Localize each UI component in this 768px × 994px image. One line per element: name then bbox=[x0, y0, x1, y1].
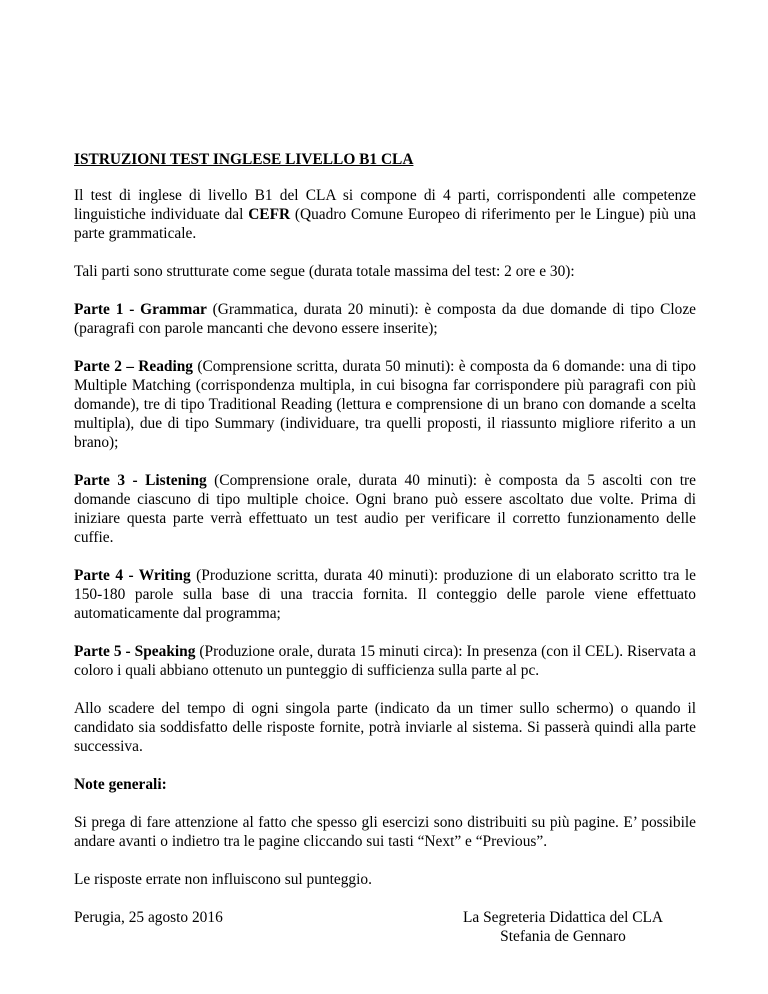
signature-block bbox=[438, 908, 688, 946]
signatory-name: Stefania de Gennaro bbox=[500, 928, 626, 945]
part-2-paragraph bbox=[74, 357, 696, 452]
place-date: Perugia, 25 agosto 2016 bbox=[74, 909, 223, 926]
notes-heading: Note generali: bbox=[74, 776, 167, 793]
intro-text-pre: Il test di inglese di livello B1 del CLA si compone di 4 parti, corrispondenti alle competenze linguistiche individuate dal bbox=[74, 187, 696, 223]
part-1-heading: Parte 1 - Grammar bbox=[74, 301, 207, 318]
part-4-heading: Parte 4 - Writing bbox=[74, 567, 191, 584]
structure-paragraph: Tali parti sono strutturate come segue (durata totale massima del test: 2 ore e 30): bbox=[74, 263, 575, 280]
intro-text-post: (Quadro Comune Europeo di riferimento per le Lingue) più una parte grammaticale. bbox=[74, 206, 696, 242]
part-1-text: (Grammatica, durata 20 minuti): è composta da due domande di tipo Cloze (paragrafi con parole mancanti che devono essere inserite); bbox=[74, 301, 696, 337]
part-3-text: (Comprensione orale, durata 40 minuti): è composta da 5 ascolti con tre domande ciascuno di tipo multiple choice. Ogni brano può essere ascoltato due volte. Prima di iniziare questa parte verrà effettuato un test audio per verificare il corretto funzionamento delle cuffie. bbox=[74, 472, 696, 546]
document-title: ISTRUZIONI TEST INGLESE LIVELLO B1 CLA bbox=[74, 151, 414, 168]
part-5-text: (Produzione orale, durata 15 minuti circa): In presenza (con il CEL). Riservata a coloro i quali abbiano ottenuto un punteggio di sufficienza sulla parte al pc. bbox=[74, 643, 696, 679]
part-2-text: (Comprensione scritta, durata 50 minuti): è composta da 6 domande: una di tipo Multiple Matching (corrispondenza multipla, in cui bisogna far corrispondere più paragrafi con più domande), tre di tipo Traditional Reading (lettura e comprensione di un brano con domande a scelta multipla), due di tipo Summary (individuare, tra quelli proposti, il riassunto migliore riferito a un brano); bbox=[74, 358, 696, 451]
note-pages-paragraph: Si prega di fare attenzione al fatto che spesso gli esercizi sono distribuiti su più pagine. E’ possibile andare avanti o indietro tra le pagine cliccando sui tasti “Next” e “Previous”. bbox=[74, 814, 696, 850]
part-3-heading: Parte 3 - Listening bbox=[74, 472, 207, 489]
office-name: La Segreteria Didattica del CLA bbox=[463, 909, 663, 926]
part-2-heading: Parte 2 – Reading bbox=[74, 358, 194, 375]
intro-paragraph bbox=[74, 186, 696, 243]
document-page bbox=[74, 150, 696, 946]
timer-paragraph: Allo scadere del tempo di ogni singola parte (indicato da un timer sullo schermo) o quando il candidato sia soddisfatto delle risposte fornite, potrà inviarle al sistema. Si passerà quindi alla parte successiva. bbox=[74, 700, 696, 755]
part-4-text: (Produzione scritta, durata 40 minuti): produzione di un elaborato scritto tra le 150-180 parole sulla base di una traccia fornita. Il conteggio delle parole viene effettuato automaticamente dal programma; bbox=[74, 567, 696, 622]
part-5-heading: Parte 5 - Speaking bbox=[74, 643, 196, 660]
part-1-paragraph bbox=[74, 300, 696, 338]
part-3-paragraph bbox=[74, 471, 696, 547]
part-4-paragraph bbox=[74, 566, 696, 623]
intro-cefr-bold: CEFR bbox=[248, 206, 291, 223]
part-5-paragraph bbox=[74, 642, 696, 680]
document-footer bbox=[74, 908, 696, 946]
note-scoring-paragraph: Le risposte errate non influiscono sul punteggio. bbox=[74, 871, 372, 888]
